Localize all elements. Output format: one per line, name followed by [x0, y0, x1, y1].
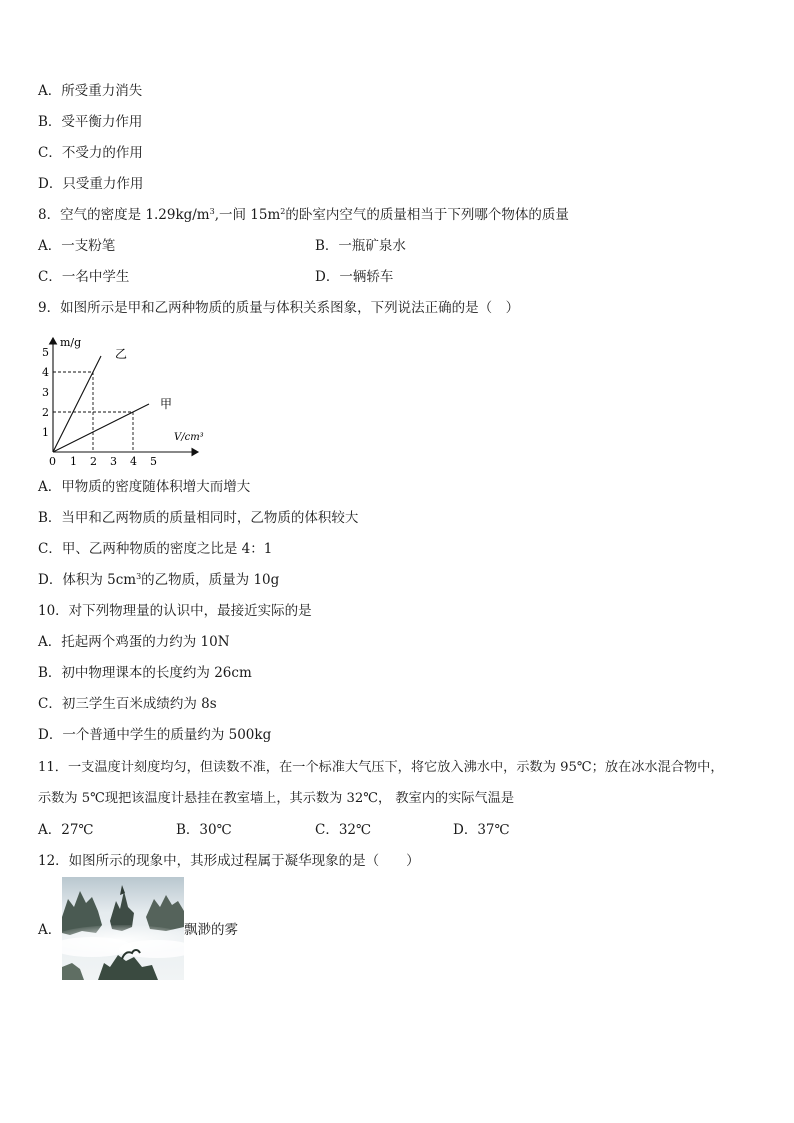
q10-option-c: C．初三学生百米成绩约为 8s — [38, 696, 217, 712]
q10-stem: 10．对下列物理量的认识中，最接近实际的是 — [38, 603, 312, 619]
q7-option-c: C．不受力的作用 — [38, 145, 143, 161]
q8-stem: 8．空气的密度是 $1.29kg/m^3$,一间 $15m^2$的卧室内空气的质量相当于下列哪个物体的质量 — [38, 207, 569, 223]
y-tick-label: 5 — [42, 346, 49, 359]
q11-option-d: D．37℃ — [453, 822, 510, 838]
q11-option-c: C．32℃ — [315, 822, 372, 838]
x-tick-label: 1 — [70, 455, 77, 468]
q12-option-a-letter: A． — [38, 922, 62, 938]
misty-mountain-image — [62, 877, 184, 980]
q7-option-d: D．只受重力作用 — [38, 176, 144, 192]
x-tick-label: 5 — [150, 455, 157, 468]
q9-option-b: B．当甲和乙两物质的质量相同时，乙物质的体积较大 — [38, 510, 359, 526]
line-jia-label: 甲 — [160, 397, 173, 411]
q10-option-d: D．一个普通中学生的质量约为 500kg — [38, 727, 272, 743]
y-tick-label: 2 — [42, 406, 49, 419]
q9-option-a: A．甲物质的密度随体积增大而增大 — [38, 479, 251, 495]
q10-option-b: B．初中物理课本的长度约为 26cm — [38, 665, 252, 681]
y-tick-label: 3 — [42, 386, 49, 399]
x-tick-label: 4 — [130, 455, 137, 468]
y-tick-label: 1 — [42, 426, 49, 439]
series-line-甲 — [53, 404, 149, 452]
q9-option-d: D．体积为 $5cm^3$的乙物质，质量为 10g — [38, 572, 280, 588]
series-line-乙 — [53, 356, 101, 452]
y-tick-label: 4 — [42, 366, 49, 379]
q9-option-c: C．甲、乙两种物质的密度之比是 4：1 — [38, 541, 273, 557]
q7-option-a: A．所受重力消失 — [38, 83, 143, 99]
y-axis-label: m/g — [60, 336, 82, 349]
q8-option-d: D．一辆轿车 — [315, 269, 394, 285]
q12-option-a-caption: 飘渺的雾 — [184, 922, 238, 938]
q11-stem-line2: 示数为 5℃现把该温度计悬挂在教室墙上，其示数为 32℃， 教室内的实际气温是 — [38, 791, 515, 806]
q8-option-c: C．一名中学生 — [38, 269, 130, 285]
q11-option-b: B．30℃ — [176, 822, 232, 838]
q7-option-b: B．受平衡力作用 — [38, 114, 143, 130]
origin-label: 0 — [49, 455, 56, 468]
graph-svg — [38, 332, 228, 472]
x-tick-label: 3 — [110, 455, 117, 468]
q11-stem-line1: 11．一支温度计刻度均匀，但读数不准，在一个标准大气压下，将它放入沸水中，示数为 95℃；放在冰水混合物中， — [38, 760, 724, 775]
q8-option-a: A．一支粉笔 — [38, 238, 116, 254]
mass-volume-graph — [38, 332, 228, 472]
line-yi-label: 乙 — [115, 347, 128, 361]
x-tick-label: 2 — [90, 455, 97, 468]
x-axis-label: V/cm³ — [174, 432, 204, 443]
q9-stem: 9．如图所示是甲和乙两种物质的质量与体积关系图象，下列说法正确的是（ ） — [38, 300, 520, 316]
q10-option-a: A．托起两个鸡蛋的力约为 10N — [38, 634, 230, 650]
q11-option-a: A．27℃ — [38, 822, 94, 838]
q8-option-b: B．一瓶矿泉水 — [315, 238, 406, 254]
q12-stem: 12．如图所示的现象中，其形成过程属于凝华现象的是（ ） — [38, 853, 420, 869]
misty-mountain-photo — [62, 877, 184, 980]
